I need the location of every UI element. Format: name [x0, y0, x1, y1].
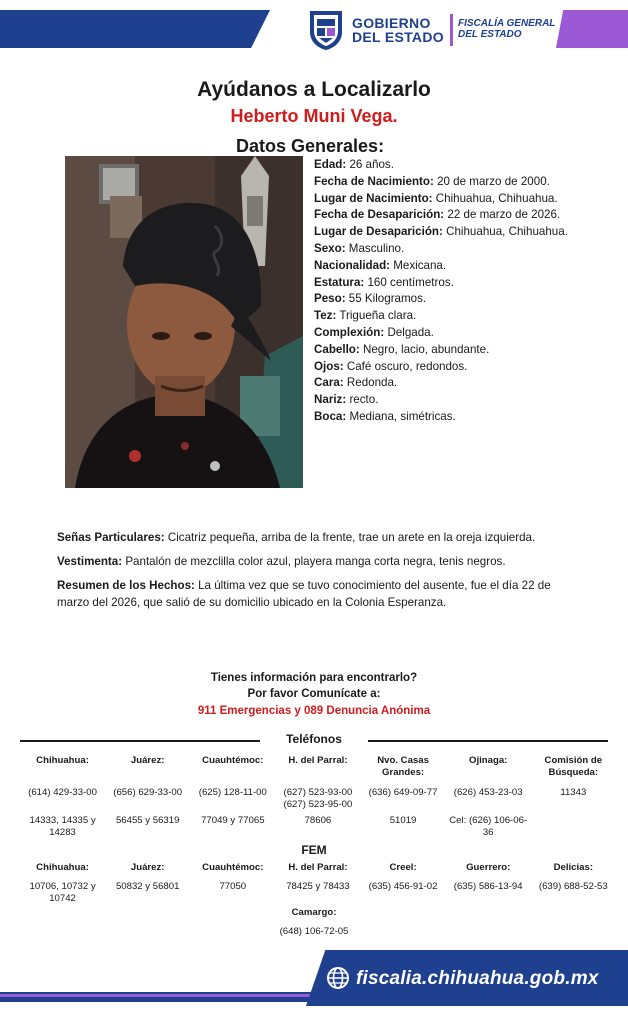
detail-row: [314, 191, 614, 208]
detail-row: [314, 207, 614, 224]
office-name: Juárez:: [130, 755, 165, 766]
office-name: Comisión de Búsqueda:: [544, 755, 603, 778]
detail-row: [314, 342, 614, 359]
detail-label: Edad:: [314, 158, 347, 171]
fiscalia-logo-text: [458, 18, 555, 40]
missing-person-photo: [65, 156, 303, 488]
office-extension: 51019: [389, 815, 417, 826]
office-name: Cuauhtémoc:: [202, 755, 264, 766]
gov-line1: GOBIERNO: [352, 15, 431, 31]
phone-ext-row: [20, 815, 616, 838]
detail-label: Lugar de Desaparición:: [314, 225, 443, 239]
detail-row: [314, 409, 614, 426]
detail-row: [314, 224, 614, 241]
office-phone: (627) 523-93-00 (627) 523-95-00: [283, 787, 353, 810]
detail-value: Chihuahua, Chihuahua.: [442, 225, 568, 239]
detail-label: Fecha de Desaparición:: [314, 208, 445, 222]
vestimenta-paragraph: [57, 554, 577, 571]
detail-value: 55 Kilogramos.: [345, 292, 427, 306]
detail-value: Negro, lacio, abundante.: [359, 342, 490, 356]
gov-line2: DEL ESTADO: [352, 29, 444, 45]
detail-label: Estatura:: [314, 275, 365, 289]
fem-office-name: Guerrero:: [466, 862, 511, 873]
detail-value: Mexicana.: [390, 258, 447, 272]
detail-label: Nariz:: [314, 393, 347, 407]
resumen-paragraph: [57, 578, 577, 611]
detail-label: Fecha de Nacimiento:: [314, 174, 434, 188]
office-name: Chihuahua:: [36, 755, 89, 766]
detail-label: Ojos:: [314, 359, 344, 373]
office-name: Nvo. Casas Grandes:: [377, 755, 429, 778]
fem-office-value: (635) 586-13-94: [453, 881, 523, 892]
fem-office-value: 50832 y 56801: [115, 881, 180, 892]
detail-label: Peso:: [314, 292, 346, 306]
fem-office-value: 78425 y 78433: [286, 881, 350, 892]
detail-value: Café oscuro, redondos.: [343, 359, 468, 373]
office-name: H. del Parral:: [288, 755, 348, 766]
globe-icon: [326, 966, 350, 990]
office-extension: 77049 y 77065: [201, 815, 265, 826]
detail-row: [314, 275, 614, 292]
detail-label: Nacionalidad:: [314, 258, 391, 272]
fem-office-value: (639) 688-52-53: [538, 881, 608, 892]
fge-line2: DEL ESTADO: [458, 29, 522, 40]
emergency-numbers: 911 Emergencias y 089 Denuncia Anónima: [197, 705, 431, 717]
office-phone: (625) 128-11-00: [198, 787, 267, 798]
office-extension: Cel: (626) 106-06-36: [449, 815, 528, 838]
detail-label: Tez:: [314, 309, 337, 323]
poster-headline: Ayúdanos a Localizarlo: [197, 78, 431, 101]
detail-row: [314, 392, 614, 409]
fem-header-row: [20, 862, 616, 874]
resumen-label: Resumen de los Hechos:: [57, 579, 195, 592]
detail-value: Masculino.: [345, 241, 405, 255]
fem-office-value: (635) 456-91-02: [368, 881, 438, 892]
detail-value: recto.: [346, 393, 379, 407]
detail-label: Lugar de Nacimiento:: [314, 191, 433, 205]
contact-line1: Tienes información para encontrarlo?: [210, 672, 418, 684]
detail-value: Chihuahua, Chihuahua.: [432, 191, 558, 205]
detail-value: 20 de marzo de 2000.: [433, 174, 550, 188]
header-blue-bar: [0, 10, 270, 48]
office-extension: [531, 815, 616, 838]
senas-value: Cicatriz pequeña, arriba de la frente, trae un arete en la oreja izquierda.: [164, 531, 536, 544]
missing-person-name: Heberto Muni Vega.: [230, 106, 398, 126]
detail-row: [314, 308, 614, 325]
detail-row: [314, 291, 614, 308]
detail-row: [314, 241, 614, 258]
detail-value: Delgada.: [384, 325, 434, 339]
fem-office-value: 77050: [219, 881, 247, 892]
detail-row: [314, 258, 614, 275]
office-extension: 56455 y 56319: [115, 815, 180, 826]
detail-value: Redonda.: [343, 376, 398, 390]
fem-office-name: Juárez:: [130, 862, 165, 873]
detail-row: [314, 174, 614, 191]
detail-label: Complexión:: [314, 325, 385, 339]
fem-office-name: Delicias:: [553, 862, 594, 873]
contact-line2: Por favor Comunícate a:: [247, 688, 381, 700]
fem-office-name: Creel:: [389, 862, 417, 873]
office-extension: 78606: [304, 815, 332, 826]
gobierno-logo-text: [352, 16, 444, 44]
office-phone: 11343: [560, 787, 587, 798]
office-extension: 14333, 14335 y 14283: [29, 815, 96, 838]
detail-label: Boca:: [314, 409, 347, 423]
office-phone: (636) 649-09-77: [368, 787, 438, 798]
detail-value: Mediana, simétricas.: [346, 409, 456, 423]
phone-number-row: [20, 787, 616, 810]
detail-label: Cara:: [314, 376, 344, 390]
fem-office-value: 10706, 10732 y 10742: [29, 881, 96, 904]
office-phone: (626) 453-23-03: [453, 787, 523, 798]
fge-line1: FISCALÍA GENERAL: [458, 18, 556, 29]
header-purple-bar: [556, 10, 628, 48]
office-phone: (614) 429-33-00: [28, 787, 97, 798]
detail-label: Sexo:: [314, 241, 346, 255]
state-shield-icon: [306, 8, 346, 52]
fem-value-row: [20, 881, 616, 904]
datos-generales-title: Datos Generales:: [236, 136, 385, 156]
details-list: [314, 157, 614, 426]
detail-row: [314, 157, 614, 174]
fem-office-name: Chihuahua:: [36, 862, 89, 873]
office-phone: (656) 629-33-00: [113, 787, 183, 798]
detail-label: Cabello:: [314, 342, 360, 356]
logo-divider: [450, 14, 453, 46]
detail-value: 26 años.: [346, 158, 394, 171]
detail-value: 22 de marzo de 2026.: [444, 208, 561, 222]
detail-row: [314, 375, 614, 392]
detail-row: [314, 359, 614, 376]
website-link[interactable]: fiscalia.chihuahua.gob.mx: [356, 968, 599, 989]
fem-office-name: H. del Parral:: [288, 862, 348, 873]
phone-header-row: [20, 755, 616, 778]
fem-title: FEM: [301, 843, 327, 857]
senas-paragraph: [57, 530, 577, 547]
telefonos-title: Teléfonos: [286, 732, 342, 746]
vestimenta-label: Vestimenta:: [57, 555, 123, 568]
fem-office-name: Cuauhtémoc:: [202, 862, 264, 873]
senas-label: Señas Particulares:: [57, 531, 165, 544]
detail-row: [314, 325, 614, 342]
detail-value: Trigueña clara.: [336, 309, 417, 323]
camargo-phone: (648) 106-72-05: [279, 926, 349, 937]
camargo-label: Camargo:: [291, 907, 337, 918]
resumen-value: La última vez que se tuvo conocimiento del ausente, fue el día 22 de marzo del 2026, que salió de su domicilio ubicado en la Colonia Esperanza.: [57, 579, 551, 609]
vestimenta-value: Pantalón de mezclilla color azul, playera manga corta negra, tenis negros.: [122, 555, 506, 568]
office-name: Ojinaga:: [468, 755, 508, 766]
detail-value: 160 centímetros.: [364, 275, 454, 289]
